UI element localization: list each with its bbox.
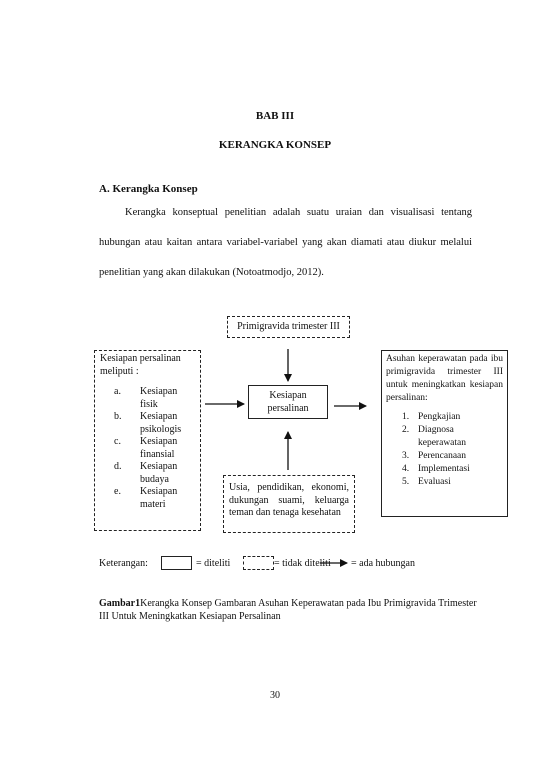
list-text: Implementasi xyxy=(418,464,470,474)
caption-prefix: Gambar1 xyxy=(99,598,141,609)
legend-label: Keterangan: xyxy=(99,558,148,569)
list-text: Kesiapan materi xyxy=(140,486,178,510)
list-marker: 4. xyxy=(402,464,410,474)
bottom-box-label: Usia, pendidikan, ekonomi, dukungan suami, keluarga teman dan tenaga kesehatan xyxy=(229,482,349,518)
legend-dashed-text: = tidak diteliti xyxy=(274,558,331,569)
list-text: Pengkajian xyxy=(418,412,461,422)
center-box-label: Kesiapan persalinan xyxy=(267,390,309,414)
figure-caption xyxy=(99,597,479,623)
right-box-title: Asuhan keperawatan pada ibu primigravida trimester III untuk meningkatkan kesiapan persalinan: xyxy=(386,354,503,403)
list-marker: 2. xyxy=(402,425,410,435)
intro-paragraph: Kerangka konseptual penelitian adalah suatu uraian dan visualisasi tentang hubungan atau kaitan antara variabel-variabel yang akan diamati atau diukur melalui penelitian yang akan dilakukan (Notoatmodjo, 2012). xyxy=(99,207,472,278)
list-marker: c. xyxy=(114,436,121,447)
list-marker: a. xyxy=(114,386,121,397)
list-text: Kesiapan finansial xyxy=(140,436,178,460)
list-marker: 5. xyxy=(402,477,410,487)
list-marker: 3. xyxy=(402,451,410,461)
chapter-number: BAB III xyxy=(255,110,295,122)
list-marker: 1. xyxy=(402,412,410,422)
chapter-title: KERANGKA KONSEP xyxy=(218,139,332,151)
list-text: Perencanaan xyxy=(418,451,466,461)
list-text: Diagnosa keperawatan xyxy=(418,425,466,448)
left-box-title: Kesiapan persalinan meliputi : xyxy=(100,353,181,377)
top-box-label: Primigravida trimester III xyxy=(237,321,340,332)
legend-arrow-text: = ada hubungan xyxy=(351,558,415,569)
list-marker: b. xyxy=(114,411,122,422)
section-heading: A. Kerangka Konsep xyxy=(99,183,198,195)
list-text: Kesiapan budaya xyxy=(140,461,178,485)
list-text: Evaluasi xyxy=(418,477,451,487)
legend-solid-swatch xyxy=(161,556,192,570)
caption-text: Kerangka Konsep Gambaran Asuhan Keperawatan pada Ibu Primigravida Trimester III Untuk Meningkatkan Kesiapan Persalinan xyxy=(99,598,477,622)
legend-dashed-swatch xyxy=(243,556,274,570)
legend-solid-text: = diteliti xyxy=(196,558,231,569)
list-text: Kesiapan psikologis xyxy=(140,411,182,435)
list-marker: d. xyxy=(114,461,122,472)
list-marker: e. xyxy=(114,486,121,497)
list-text: Kesiapan fisik xyxy=(140,386,178,410)
page-number: 30 xyxy=(270,690,280,701)
